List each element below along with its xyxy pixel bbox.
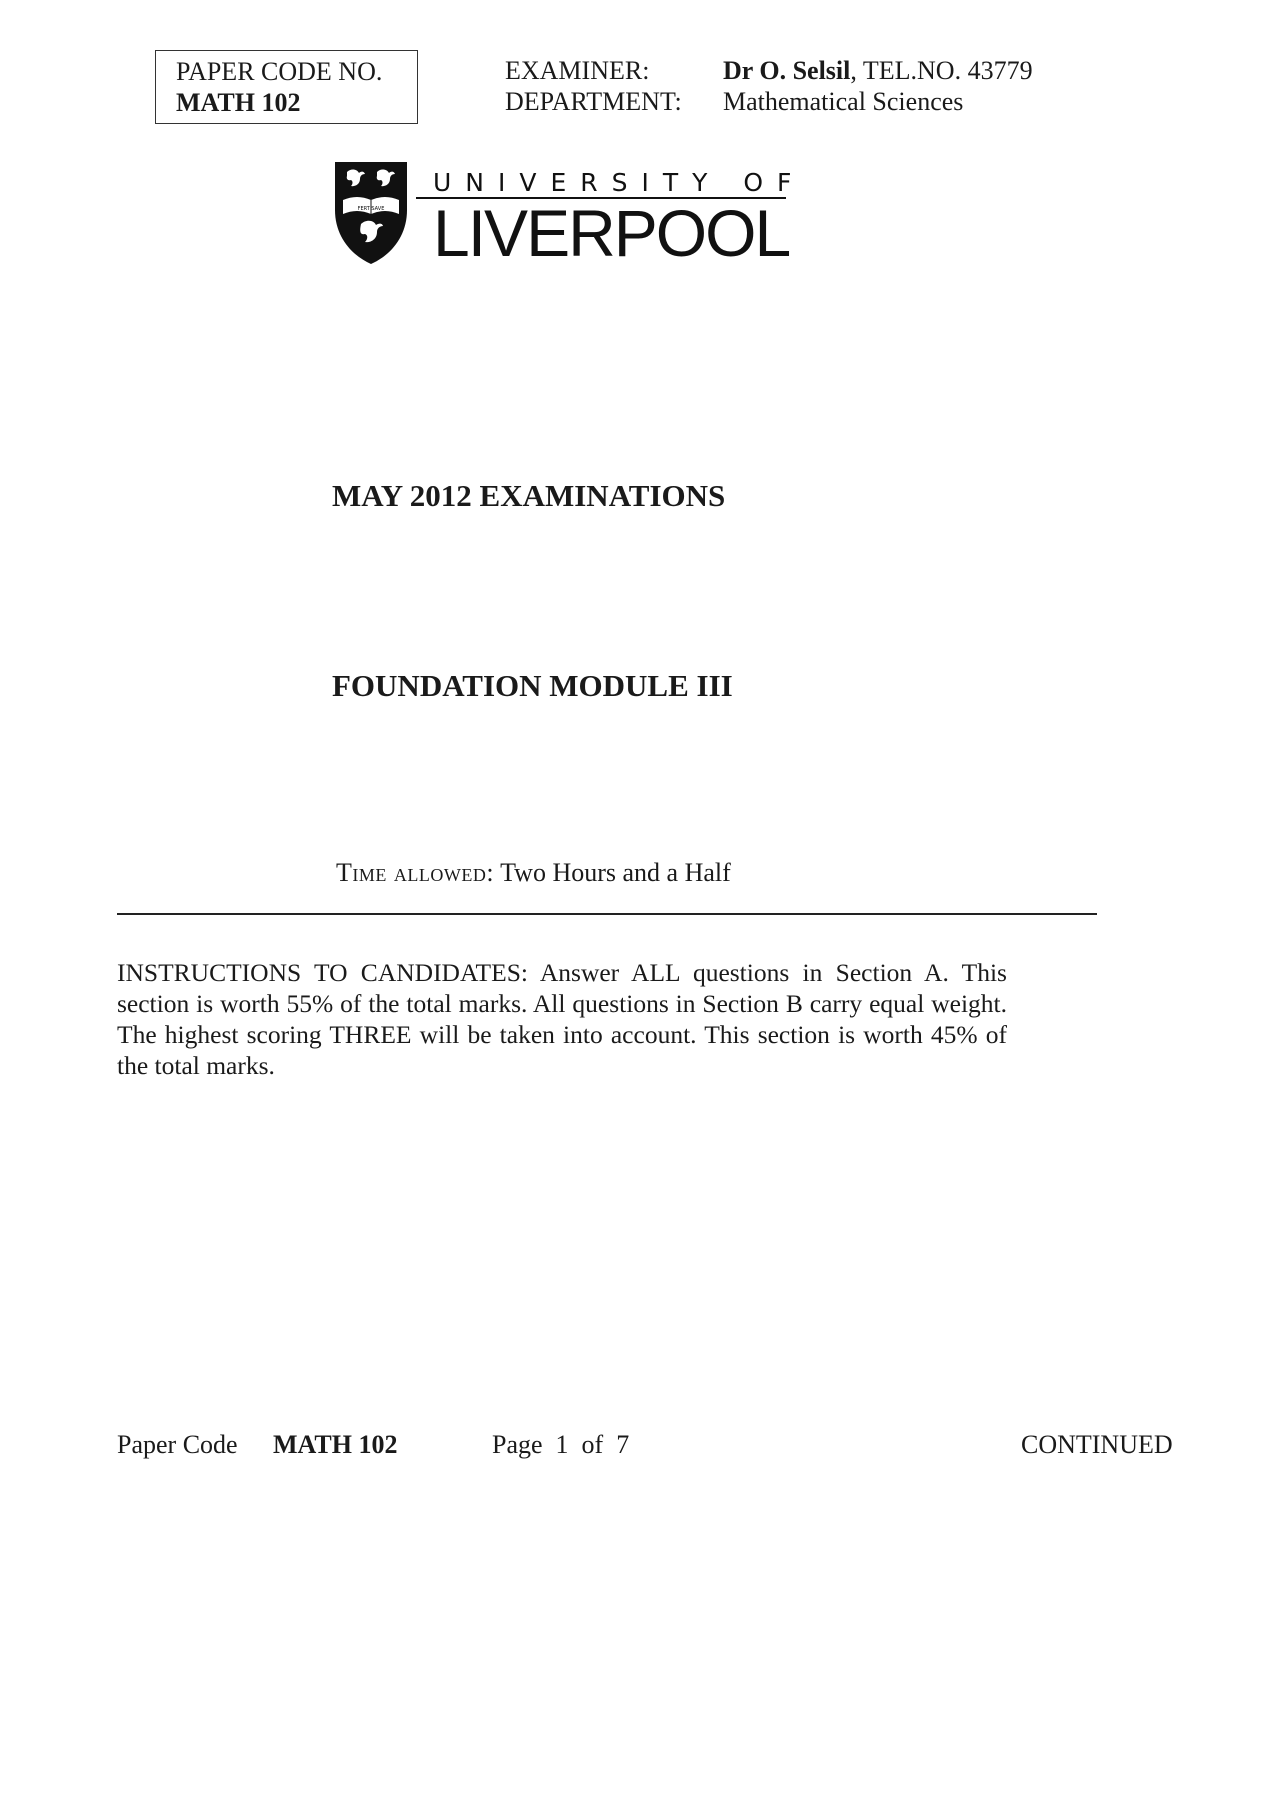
department-name: Mathematical Sciences — [723, 87, 964, 116]
time-allowed-label: Time allowed: — [336, 858, 495, 887]
examiner-tel: , TEL.NO. 43779 — [850, 56, 1033, 85]
examiner-name: Dr O. Selsil — [723, 56, 851, 85]
department-label: DEPARTMENT: — [505, 87, 682, 116]
time-allowed — [336, 858, 731, 888]
module-title: FOUNDATION MODULE III — [332, 668, 733, 703]
time-allowed-value: Two Hours and a Half — [500, 858, 731, 887]
paper-code: MATH 102 — [176, 88, 301, 117]
footer-continued: CONTINUED — [1021, 1430, 1173, 1459]
logo-liverpool: LIVERPOOL — [433, 196, 790, 270]
instructions-to-candidates: INSTRUCTIONS TO CANDIDATES: Answer ALL questions in Section A. This section is worth 55% of the total marks. All questions in Section B carry equal weight. The highest scoring THREE will be taken into account. This section is worth 45% of the total marks. — [117, 958, 1007, 1080]
examiner-block — [505, 55, 1033, 117]
university-logo — [333, 160, 806, 270]
paper-code-label: PAPER CODE NO. — [176, 57, 383, 86]
examiner-label: EXAMINER: — [505, 56, 650, 85]
horizontal-divider — [117, 913, 1097, 915]
logo-university-of: UNIVERSITY OF — [433, 168, 806, 197]
crest-motto: FERT SAVE — [357, 206, 385, 212]
footer-paper-code-label: Paper Code — [117, 1430, 238, 1459]
footer-page-number: Page 1 of 7 — [492, 1430, 630, 1459]
footer-paper-code: MATH 102 — [273, 1430, 398, 1459]
paper-code-box — [155, 50, 418, 124]
exam-session-title: MAY 2012 EXAMINATIONS — [332, 478, 726, 513]
university-crest-icon — [333, 160, 409, 266]
